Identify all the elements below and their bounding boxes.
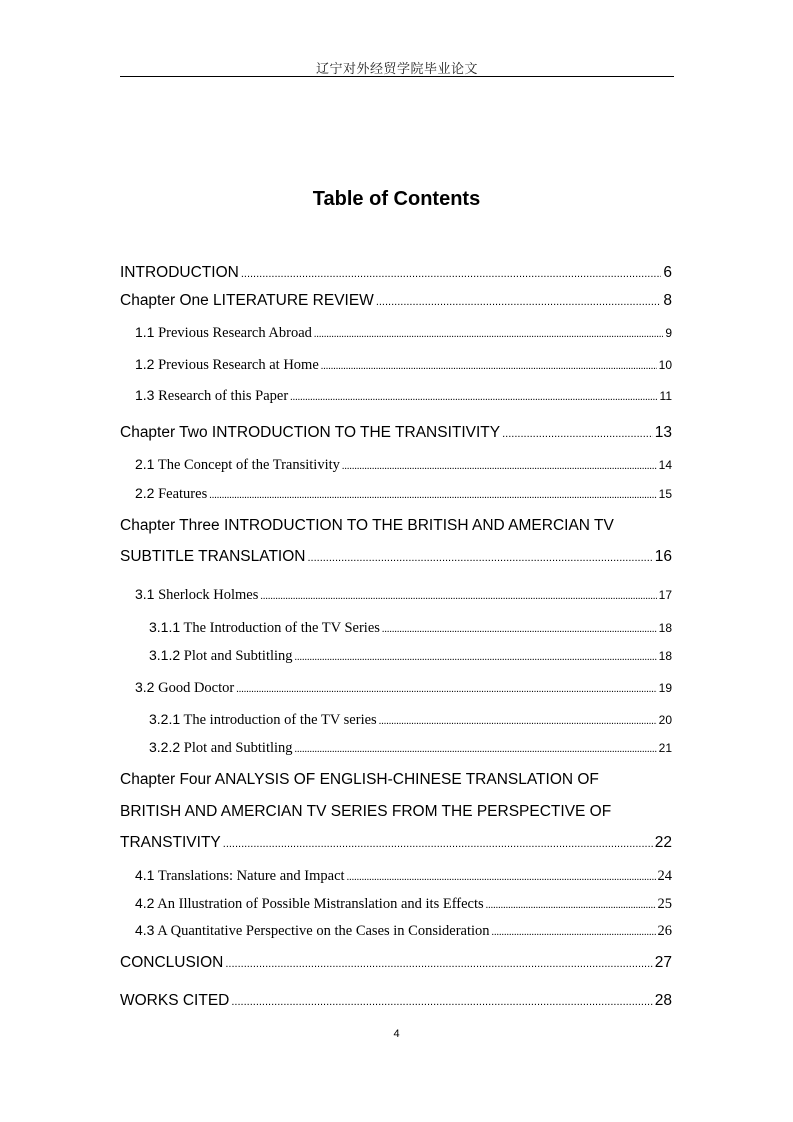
- toc-entry-4-1[interactable]: 4.1 Translations: Nature and Impact ..... 24: [120, 867, 672, 885]
- toc-entry-4-2[interactable]: 4.2 An Illustration of Possible Mistranslation and its Effects ..... 25: [120, 895, 672, 913]
- toc-entry-2-2[interactable]: 2.2 Features ..... 15: [120, 485, 672, 503]
- toc-entry-1-2[interactable]: 1.2 Previous Research at Home ..... 10: [120, 356, 672, 374]
- toc-entry-chapter-two[interactable]: Chapter Two INTRODUCTION TO THE TRANSITIVITY ..... 13: [120, 424, 672, 442]
- page-number: 4: [393, 1028, 400, 1040]
- toc-entry-3-1-2[interactable]: 3.1.2 Plot and Subtitling ..... 18: [120, 647, 672, 665]
- toc-entry-chapter-three[interactable]: SUBTITLE TRANSLATION ..... 16: [120, 548, 672, 566]
- toc-entry-3-1-1[interactable]: 3.1.1 The Introduction of the TV Series ..... 18: [120, 619, 672, 637]
- toc-entry-chapter-one[interactable]: Chapter One LITERATURE REVIEW ..... 8: [120, 292, 672, 310]
- toc-entry-3-2[interactable]: 3.2 Good Doctor ..... 19: [120, 679, 672, 697]
- toc-entry-1-1[interactable]: 1.1 Previous Research Abroad ..... 9: [120, 324, 672, 342]
- toc-entry-3-2-1[interactable]: 3.2.1 The introduction of the TV series ..... 20: [120, 711, 672, 729]
- toc-entry-3-2-2[interactable]: 3.2.2 Plot and Subtitling ..... 21: [120, 739, 672, 757]
- toc-entry-4-3[interactable]: 4.3 A Quantitative Perspective on the Cases in Consideration ..... 26: [120, 922, 672, 940]
- toc-entry-chapter-three-line1[interactable]: Chapter Three INTRODUCTION TO THE BRITISH AND AMERCIAN TV: [120, 517, 614, 534]
- toc-entry-chapter-four-line2[interactable]: BRITISH AND AMERCIAN TV SERIES FROM THE PERSPECTIVE OF: [120, 803, 612, 820]
- toc-entry-3-1[interactable]: 3.1 Sherlock Holmes ..... 17: [120, 586, 672, 604]
- toc-entry-chapter-four-line1[interactable]: Chapter Four ANALYSIS OF ENGLISH-CHINESE TRANSLATION OF: [120, 771, 599, 788]
- running-header: 辽宁对外经贸学院毕业论文: [315, 62, 478, 77]
- toc-entry-works-cited[interactable]: WORKS CITED ..... 28: [120, 992, 672, 1010]
- toc-entry-conclusion[interactable]: CONCLUSION ..... 27: [120, 954, 672, 972]
- toc-entry-1-3[interactable]: 1.3 Research of this Paper ..... 11: [120, 387, 672, 405]
- toc-entry-chapter-four[interactable]: TRANSTIVITY ..... 22: [120, 834, 672, 852]
- page-title: Table of Contents: [312, 188, 481, 210]
- header-rule: [120, 76, 674, 77]
- toc-entry-introduction[interactable]: INTRODUCTION ..... 6: [120, 264, 672, 282]
- toc-entry-2-1[interactable]: 2.1 The Concept of the Transitivity ..... 14: [120, 456, 672, 474]
